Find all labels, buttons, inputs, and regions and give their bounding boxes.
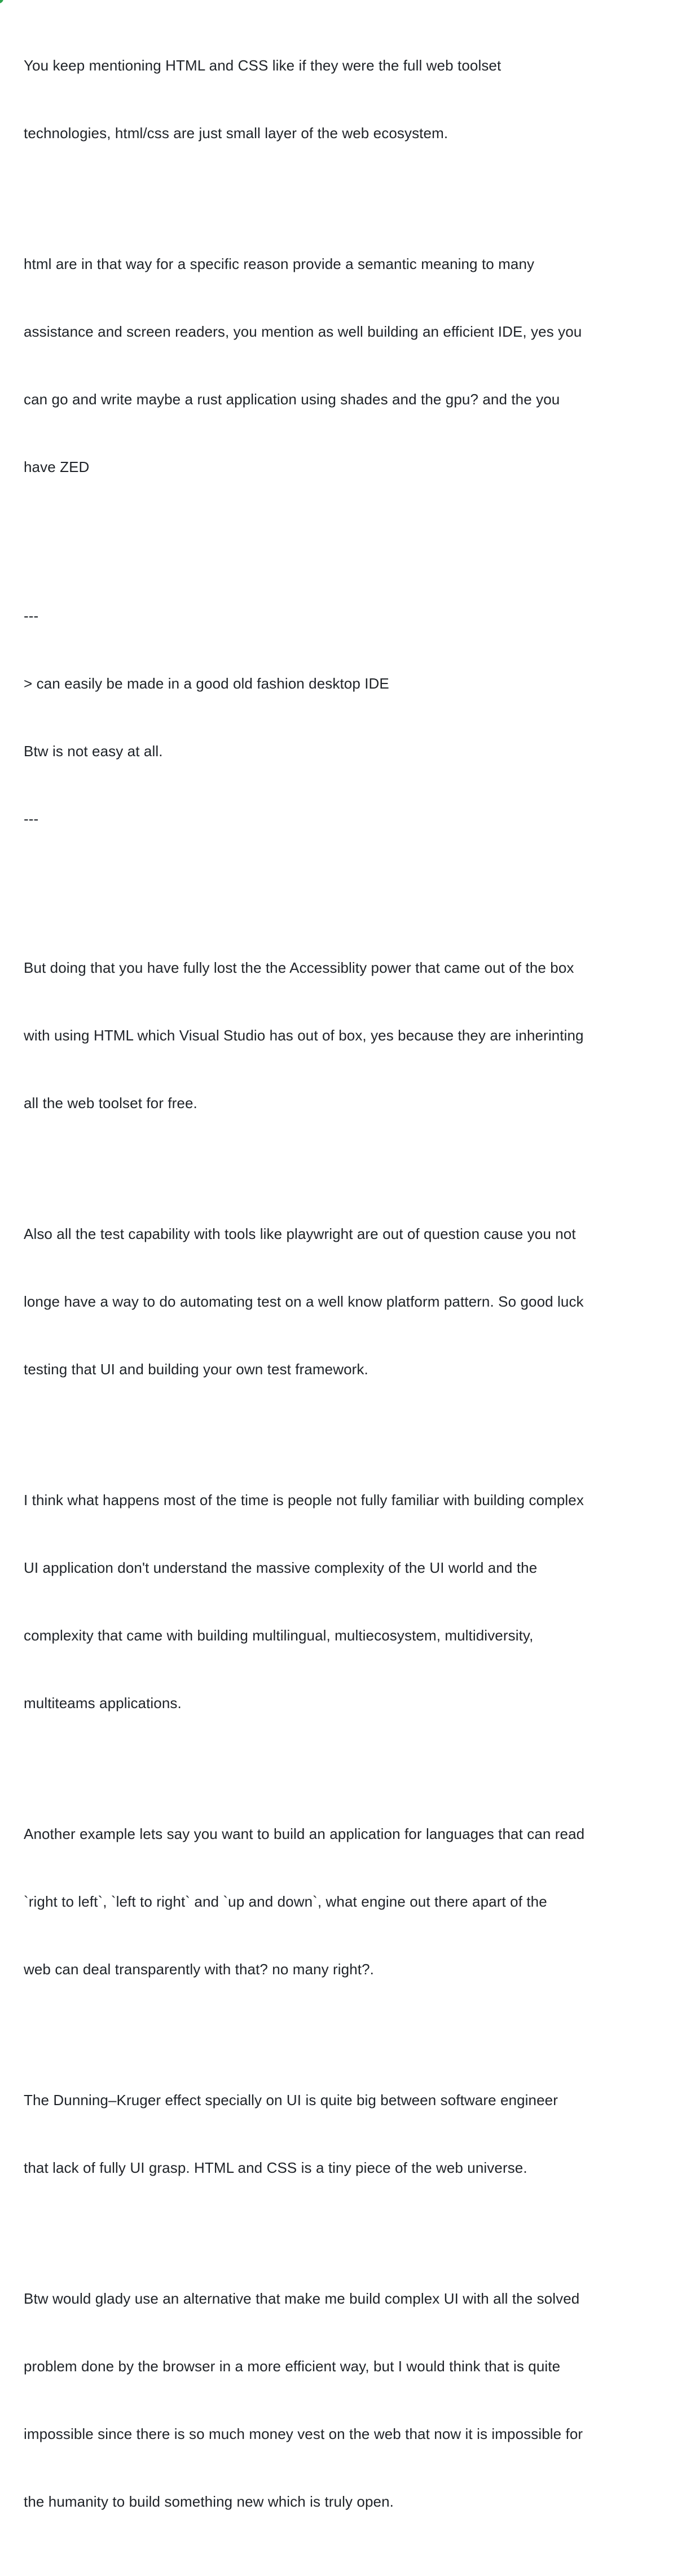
quoted-line: > can easily be made in a good old fashion desktop IDE <box>24 675 389 692</box>
text-line: You keep mentioning HTML and CSS like if they were the full web toolset <box>24 57 502 74</box>
text-line: web can deal transparently with that? no many right?. <box>24 1961 374 1978</box>
comment-paragraph <box>24 2044 672 2224</box>
separator-line: --- <box>24 607 39 624</box>
comment-paragraph <box>24 9 672 189</box>
text-line: Btw is not easy at all. <box>24 743 163 760</box>
text-line: the humanity to build something new which is truly open. <box>24 2493 394 2510</box>
text-line: Another example lets say you want to build an application for languages that can read <box>24 1825 585 1842</box>
text-line: `right to left`, `left to right` and `up and down`, what engine out there apart of the <box>24 1893 547 1910</box>
comment-paragraph <box>24 1177 672 1426</box>
comment-paragraph <box>24 2242 672 2558</box>
text-line: all the web toolset for free. <box>24 1095 197 1111</box>
text-line: html are in that way for a specific reason provide a semantic meaning to many <box>24 255 535 272</box>
comment-paragraph <box>24 208 672 523</box>
text-line: that lack of fully UI grasp. HTML and CSS is a tiny piece of the web universe. <box>24 2159 527 2176</box>
comment-paragraph <box>24 911 672 1159</box>
status-indicator-dot <box>0 0 3 3</box>
text-line: I think what happens most of the time is people not fully familiar with building complex <box>24 1492 584 1508</box>
text-line: with using HTML which Visual Studio has out of box, yes because they are inherinting <box>24 1027 584 1044</box>
text-line: complexity that came with building multilingual, multiecosystem, multidiversity, <box>24 1627 534 1644</box>
quote-block <box>24 559 672 875</box>
text-line: impossible since there is so much money vest on the web that now it is impossible for <box>24 2425 583 2442</box>
text-line: can go and write maybe a rust application using shades and the gpu? and the you <box>24 391 560 408</box>
text-line: technologies, html/css are just small layer of the web ecosystem. <box>24 125 448 142</box>
text-line: The Dunning–Kruger effect specially on UI is quite big between software engineer <box>24 2092 558 2109</box>
text-line: assistance and screen readers, you mention as well building an efficient IDE, yes you <box>24 323 582 340</box>
text-line: testing that UI and building your own test framework. <box>24 1361 368 1378</box>
text-line: UI application don't understand the massive complexity of the UI world and the <box>24 1559 538 1576</box>
text-line: have ZED <box>24 458 90 475</box>
spacer <box>24 893 672 911</box>
comment-paragraph <box>24 1444 672 1759</box>
comment-paragraph <box>24 1777 672 2026</box>
text-line: Also all the test capability with tools like playwright are out of question cause you not <box>24 1225 576 1242</box>
comment-body <box>24 9 672 2576</box>
text-line: multiteams applications. <box>24 1695 182 1712</box>
text-line: problem done by the browser in a more efficient way, but I would think that is quite <box>24 2358 561 2375</box>
text-line: Btw would glady use an alternative that make me build complex UI with all the solved <box>24 2290 580 2307</box>
spacer <box>24 541 672 559</box>
separator-line: --- <box>24 810 39 827</box>
text-line: longe have a way to do automating test on a well know platform pattern. So good luck <box>24 1293 584 1310</box>
text-line: But doing that you have fully lost the the Accessiblity power that came out of the box <box>24 959 574 976</box>
